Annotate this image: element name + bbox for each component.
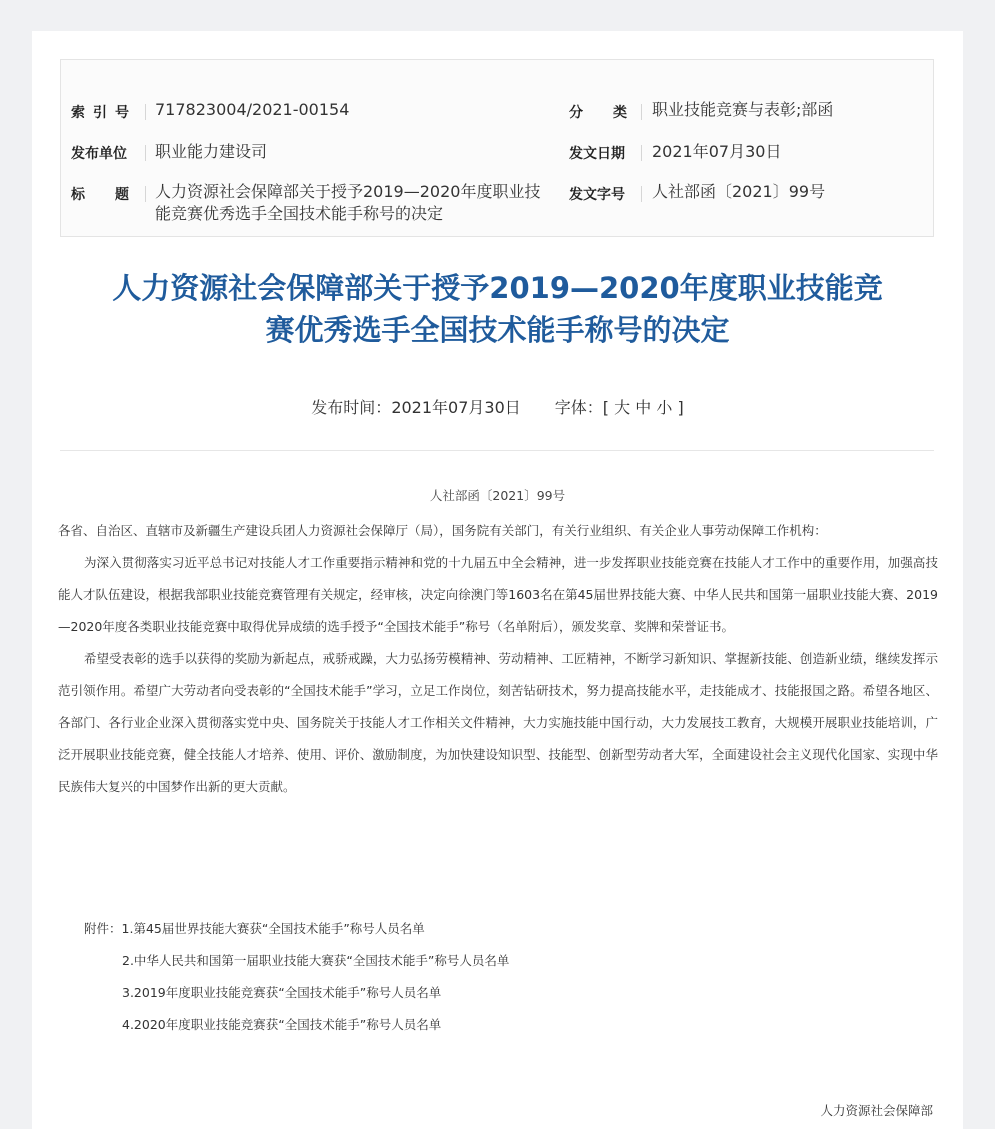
title-value: 人力资源社会保障部关于授予2019—2020年度职业技能竞赛优秀选手全国技术能手称号的决定	[155, 182, 541, 223]
signature: 人力资源社会保障部	[820, 1103, 933, 1118]
publish-info	[32, 395, 963, 418]
separator	[641, 104, 642, 120]
separator	[641, 186, 642, 202]
paragraph: 希望受表彰的选手以获得的奖励为新起点，戒骄戒躁，大力弘扬劳模精神、劳动精神、工匠精神，不断学习新知识、掌握新技能、创造新业绩，继续发挥示范引领作用。希望广大劳动者向受表彰的“全国技术能手”学习，立足工作岗位，刻苦钻研技术，努力提高技能水平，走技能成才、技能报国之路。希望各地区、各部门、各行业企业深入贯彻落实党中央、国务院关于技能人才工作相关文件精神，大力实施技能中国行动，大力发展技工教育，大规模开展职业技能培训，广泛开展职业技能竞赛，健全技能人才培养、使用、评价、激励制度，为加快建设知识型、技能型、创新型劳动者大军，全面建设社会主义现代化国家、实现中华民族伟大复兴的中国梦作出新的更大贡献。	[58, 651, 938, 794]
separator	[641, 145, 642, 161]
attachments	[84, 913, 509, 1041]
category-label: 分 类	[569, 105, 627, 121]
separator	[145, 145, 146, 161]
attachment-item[interactable]: 2.中华人民共和国第一届职业技能大赛获“全国技术能手”称号人员名单	[122, 953, 510, 968]
issuer-label: 发布单位	[71, 146, 127, 162]
page-title: 人力资源社会保障部关于授予2019—2020年度职业技能竞 赛优秀选手全国技术能手称号的决定	[112, 271, 883, 347]
separator	[145, 186, 146, 202]
category-value: 职业技能竞赛与表彰;部函	[652, 100, 834, 119]
attachment-item[interactable]: 3.2019年度职业技能竞赛获“全国技术能手”称号人员名单	[122, 985, 442, 1000]
index-label: 索 引 号	[71, 105, 129, 121]
font-size-close: ]	[677, 398, 684, 417]
publish-time-value: 2021年07月30日	[391, 398, 521, 417]
document-body	[58, 515, 938, 803]
attachments-label: 附件：	[84, 921, 122, 936]
docnum-value: 人社部函〔2021〕99号	[652, 182, 826, 201]
document-number: 人社部函〔2021〕99号	[429, 488, 566, 503]
font-size-large-button[interactable]: 大	[614, 398, 631, 417]
font-size-small-button[interactable]: 小	[656, 398, 673, 417]
docnum-label: 发文字号	[569, 187, 625, 203]
title-label: 标 题	[71, 187, 129, 203]
publish-time-label: 发布时间：	[311, 398, 392, 417]
attachment-item[interactable]: 4.2020年度职业技能竞赛获“全国技术能手”称号人员名单	[122, 1017, 442, 1032]
date-label: 发文日期	[569, 146, 625, 162]
index-value: 717823004/2021-00154	[155, 100, 350, 119]
issuer-value: 职业能力建设司	[155, 142, 268, 161]
font-size-label: 字体：[	[554, 398, 610, 417]
font-size-medium-button[interactable]: 中	[635, 398, 652, 417]
attachment-item[interactable]: 附件：1.第45届世界技能大赛获“全国技术能手”称号人员名单	[84, 921, 425, 936]
date-value: 2021年07月30日	[652, 142, 782, 161]
salutation: 各省、自治区、直辖市及新疆生产建设兵团人力资源社会保障厅（局），国务院有关部门，有关行业组织、有关企业人事劳动保障工作机构：	[58, 523, 827, 538]
document-page	[32, 31, 963, 1129]
separator	[145, 104, 146, 120]
paragraph: 为深入贯彻落实习近平总书记对技能人才工作重要指示精神和党的十九届五中全会精神，进一步发挥职业技能竞赛在技能人才工作中的重要作用，加强高技能人才队伍建设，根据我部职业技能竞赛管理有关规定，经审核，决定向徐澳门等1603名在第45届世界技能大赛、中华人民共和国第一届职业技能大赛、2019—2020年度各类职业技能竞赛中取得优异成绩的选手授予“全国技术能手”称号（名单附后），颁发奖章、奖牌和荣誉证书。	[58, 555, 938, 634]
metadata-table	[60, 59, 934, 237]
divider	[60, 450, 934, 451]
